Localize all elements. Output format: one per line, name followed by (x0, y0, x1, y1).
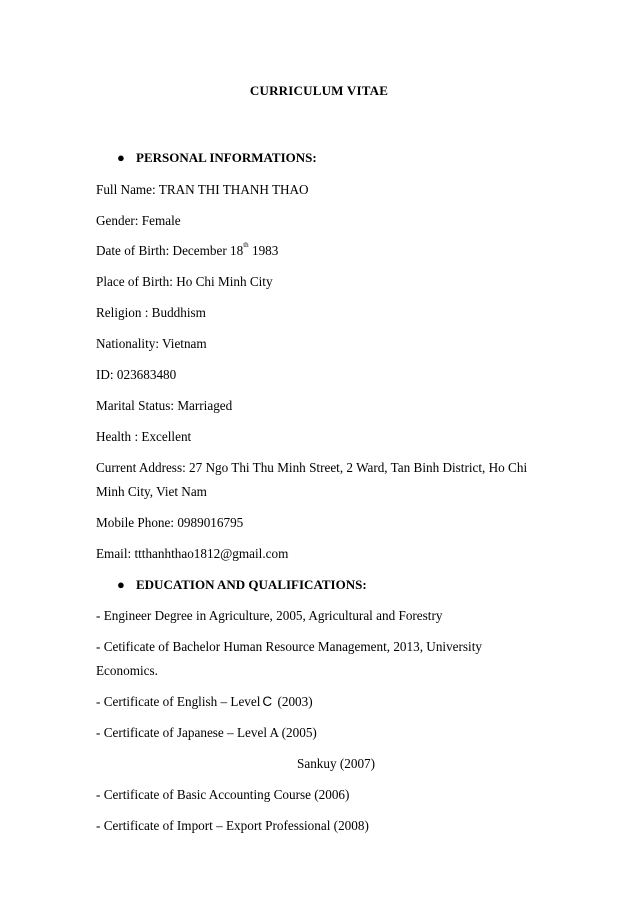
english-level: C (262, 694, 273, 709)
dob-prefix: Date of Birth: December 18 (96, 243, 244, 258)
date-of-birth (96, 243, 278, 259)
mobile-phone: Mobile Phone: 0989016795 (96, 515, 244, 530)
personal-info-heading-text: PERSONAL INFORMATIONS: (136, 150, 317, 165)
email: Email: ttthanhthao1812@gmail.com (96, 546, 289, 561)
bullet-icon: ● (117, 577, 125, 592)
education-item-2-line-2: Economics. (96, 663, 158, 678)
address-line-2: Minh City, Viet Nam (96, 484, 207, 499)
education-item-3 (96, 694, 313, 710)
dob-superscript: th (243, 241, 249, 249)
education-item-4: - Certificate of Japanese – Level A (2005) (96, 725, 317, 740)
nationality: Nationality: Vietnam (96, 336, 207, 351)
education-item-2-line-1: - Cetificate of Bachelor Human Resource Management, 2013, University (96, 639, 482, 654)
education-heading (117, 577, 367, 593)
english-cert-prefix: - Certificate of English – Level (96, 694, 261, 709)
marital-status: Marital Status: Marriaged (96, 398, 233, 413)
place-of-birth: Place of Birth: Ho Chi Minh City (96, 274, 273, 289)
address-line-1: Current Address: 27 Ngo Thi Thu Minh Street, 2 Ward, Tan Binh District, Ho Chi (96, 460, 528, 475)
education-item-5: - Certificate of Basic Accounting Course (2006) (96, 787, 350, 802)
education-item-6: - Certificate of Import – Export Professional (2008) (96, 818, 369, 833)
education-item-4-extra: Sankuy (2007) (297, 756, 376, 771)
education-item-1: - Engineer Degree in Agriculture, 2005, Agricultural and Forestry (96, 608, 443, 623)
full-name: Full Name: TRAN THI THANH THAO (96, 182, 309, 197)
religion: Religion : Buddhism (96, 305, 206, 320)
health: Health : Excellent (96, 429, 192, 444)
english-cert-year: (2003) (274, 694, 313, 709)
bullet-icon: ● (117, 150, 125, 165)
dob-year: 1983 (248, 243, 279, 258)
education-heading-text: EDUCATION AND QUALIFICATIONS: (136, 577, 367, 592)
gender: Gender: Female (96, 213, 181, 228)
personal-info-heading (117, 150, 317, 166)
document-title: CURRICULUM VITAE (249, 83, 389, 98)
id-number: ID: 023683480 (96, 367, 177, 382)
